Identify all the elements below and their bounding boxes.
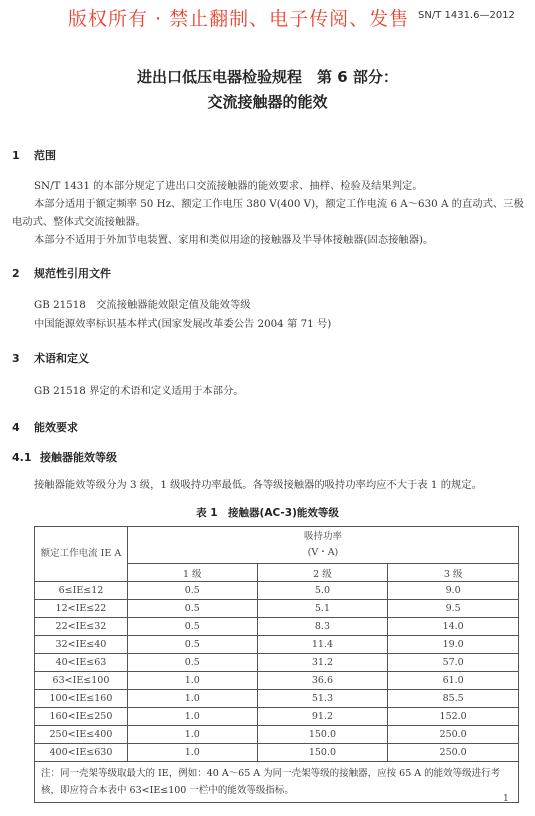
current-range-cell: 32<IE≤40 <box>35 636 128 654</box>
current-range-cell: 63<IE≤100 <box>35 672 128 690</box>
power-value-cell: 1.0 <box>127 708 257 726</box>
power-value-cell: 19.0 <box>388 636 519 654</box>
table-row <box>35 672 519 690</box>
page-number: 1 <box>503 794 509 804</box>
section-title: 规范性引用文件 <box>34 267 111 280</box>
power-value-cell: 8.3 <box>257 618 388 636</box>
power-value-cell: 85.5 <box>388 690 519 708</box>
watermark-text: 版权所有 · 禁止翻制、电子传阅、发售 <box>68 8 410 30</box>
power-value-cell: 91.2 <box>257 708 388 726</box>
table-row <box>35 582 519 600</box>
section-1-paragraph-3: 本部分不适用于外加节电装置、家用和类似用途的接触器及半导体接触器(固态接触器)。 <box>34 234 434 246</box>
current-range-cell: 160<IE≤250 <box>35 708 128 726</box>
current-range-cell: 100<IE≤160 <box>35 690 128 708</box>
section-1-paragraph-1: SN/T 1431 的本部分规定了进出口交流接触器的能效要求、抽样、检验及结果判定。 <box>34 180 423 192</box>
section-number: 2 <box>12 267 20 280</box>
power-value-cell: 36.6 <box>257 672 388 690</box>
power-value-cell: 1.0 <box>127 726 257 744</box>
grade-1-header: 1 级 <box>127 564 257 582</box>
table-row <box>35 636 519 654</box>
section-title: 术语和定义 <box>34 352 89 365</box>
power-value-cell: 250.0 <box>388 744 519 762</box>
power-value-cell: 150.0 <box>257 726 388 744</box>
table-row <box>35 744 519 762</box>
section-2-reference-1: GB 21518 交流接触器能效限定值及能效等级 <box>34 299 251 311</box>
power-value-cell: 51.3 <box>257 690 388 708</box>
section-4-1-paragraph: 接触器能效等级分为 3 级，1 级吸持功率最低。各等级接触器的吸持功率均应不大于表 1 的规定。 <box>34 479 482 491</box>
energy-efficiency-table <box>34 526 519 803</box>
power-value-cell: 250.0 <box>388 726 519 744</box>
table-row <box>35 726 519 744</box>
power-value-cell: 5.0 <box>257 582 388 600</box>
table-row <box>35 708 519 726</box>
current-range-cell: 250<IE≤400 <box>35 726 128 744</box>
section-number: 1 <box>12 149 20 162</box>
table-note: 注：同一壳架等级取最大的 IE，例如：40 A～65 A 为同一壳架等级的接触器，应按 65 A 的能效等级进行考核，即应符合本表中 63<IE≤100 一栏中的能效等级指标。 <box>35 762 519 803</box>
document-number: SN/T 1431.6—2012 <box>418 10 515 21</box>
section-3-heading <box>12 350 89 366</box>
table-row <box>35 600 519 618</box>
table-row <box>35 618 519 636</box>
power-value-cell: 0.5 <box>127 654 257 672</box>
power-value-cell: 152.0 <box>388 708 519 726</box>
section-title: 范围 <box>34 149 56 162</box>
power-value-cell: 0.5 <box>127 582 257 600</box>
header-power-label: 吸持功率 <box>303 531 342 542</box>
header-holding-power <box>127 527 518 564</box>
power-value-cell: 57.0 <box>388 654 519 672</box>
power-value-cell: 61.0 <box>388 672 519 690</box>
current-range-cell: 6≤IE≤12 <box>35 582 128 600</box>
table-row <box>35 654 519 672</box>
grade-3-header: 3 级 <box>388 564 519 582</box>
table-row <box>35 690 519 708</box>
header-power-unit: (V・A) <box>307 547 339 558</box>
header-rated-current <box>35 527 128 582</box>
power-value-cell: 1.0 <box>127 744 257 762</box>
power-value-cell: 1.0 <box>127 690 257 708</box>
current-range-cell: 400<IE≤630 <box>35 744 128 762</box>
current-range-cell: 22<IE≤32 <box>35 618 128 636</box>
section-number: 4 <box>12 421 20 434</box>
current-range-cell: 12<IE≤22 <box>35 600 128 618</box>
power-value-cell: 11.4 <box>257 636 388 654</box>
power-value-cell: 0.5 <box>127 600 257 618</box>
power-value-cell: 0.5 <box>127 618 257 636</box>
section-3-paragraph: GB 21518 界定的术语和定义适用于本部分。 <box>34 385 244 397</box>
document-title-line2: 交流接触器的能效 <box>207 93 328 111</box>
section-number: 4.1 <box>12 451 32 464</box>
section-title: 能效要求 <box>34 421 78 434</box>
power-value-cell: 9.0 <box>388 582 519 600</box>
power-value-cell: 14.0 <box>388 618 519 636</box>
section-4-heading <box>12 419 78 435</box>
power-value-cell: 9.5 <box>388 600 519 618</box>
section-1-paragraph-2: 本部分适用于额定频率 50 Hz、额定工作电压 380 V(400 V)，额定工作电流 6 A～630 A 的直动式、三极电动式、整体式交流接触器。 <box>12 198 524 228</box>
section-title: 接触器能效等级 <box>40 451 117 464</box>
current-range-cell: 40<IE≤63 <box>35 654 128 672</box>
power-value-cell: 5.1 <box>257 600 388 618</box>
section-2-reference-2: 中国能源效率标识基本样式(国家发展改革委公告 2004 第 71 号) <box>34 318 332 330</box>
section-1-heading <box>12 147 56 163</box>
power-value-cell: 1.0 <box>127 672 257 690</box>
power-value-cell: 0.5 <box>127 636 257 654</box>
power-value-cell: 31.2 <box>257 654 388 672</box>
header-current-text: 额定工作电流 IE A <box>40 548 122 559</box>
section-number: 3 <box>12 352 20 365</box>
table-caption: 表 1 接触器(AC-3)能效等级 <box>196 507 339 519</box>
power-value-cell: 150.0 <box>257 744 388 762</box>
table-header-row <box>35 527 519 564</box>
section-4-1-heading <box>12 449 117 465</box>
section-2-heading <box>12 265 111 281</box>
document-title-line1: 进出口低压电器检验规程 第 6 部分： <box>137 68 398 86</box>
grade-2-header: 2 级 <box>257 564 388 582</box>
table-note-row <box>35 762 519 803</box>
